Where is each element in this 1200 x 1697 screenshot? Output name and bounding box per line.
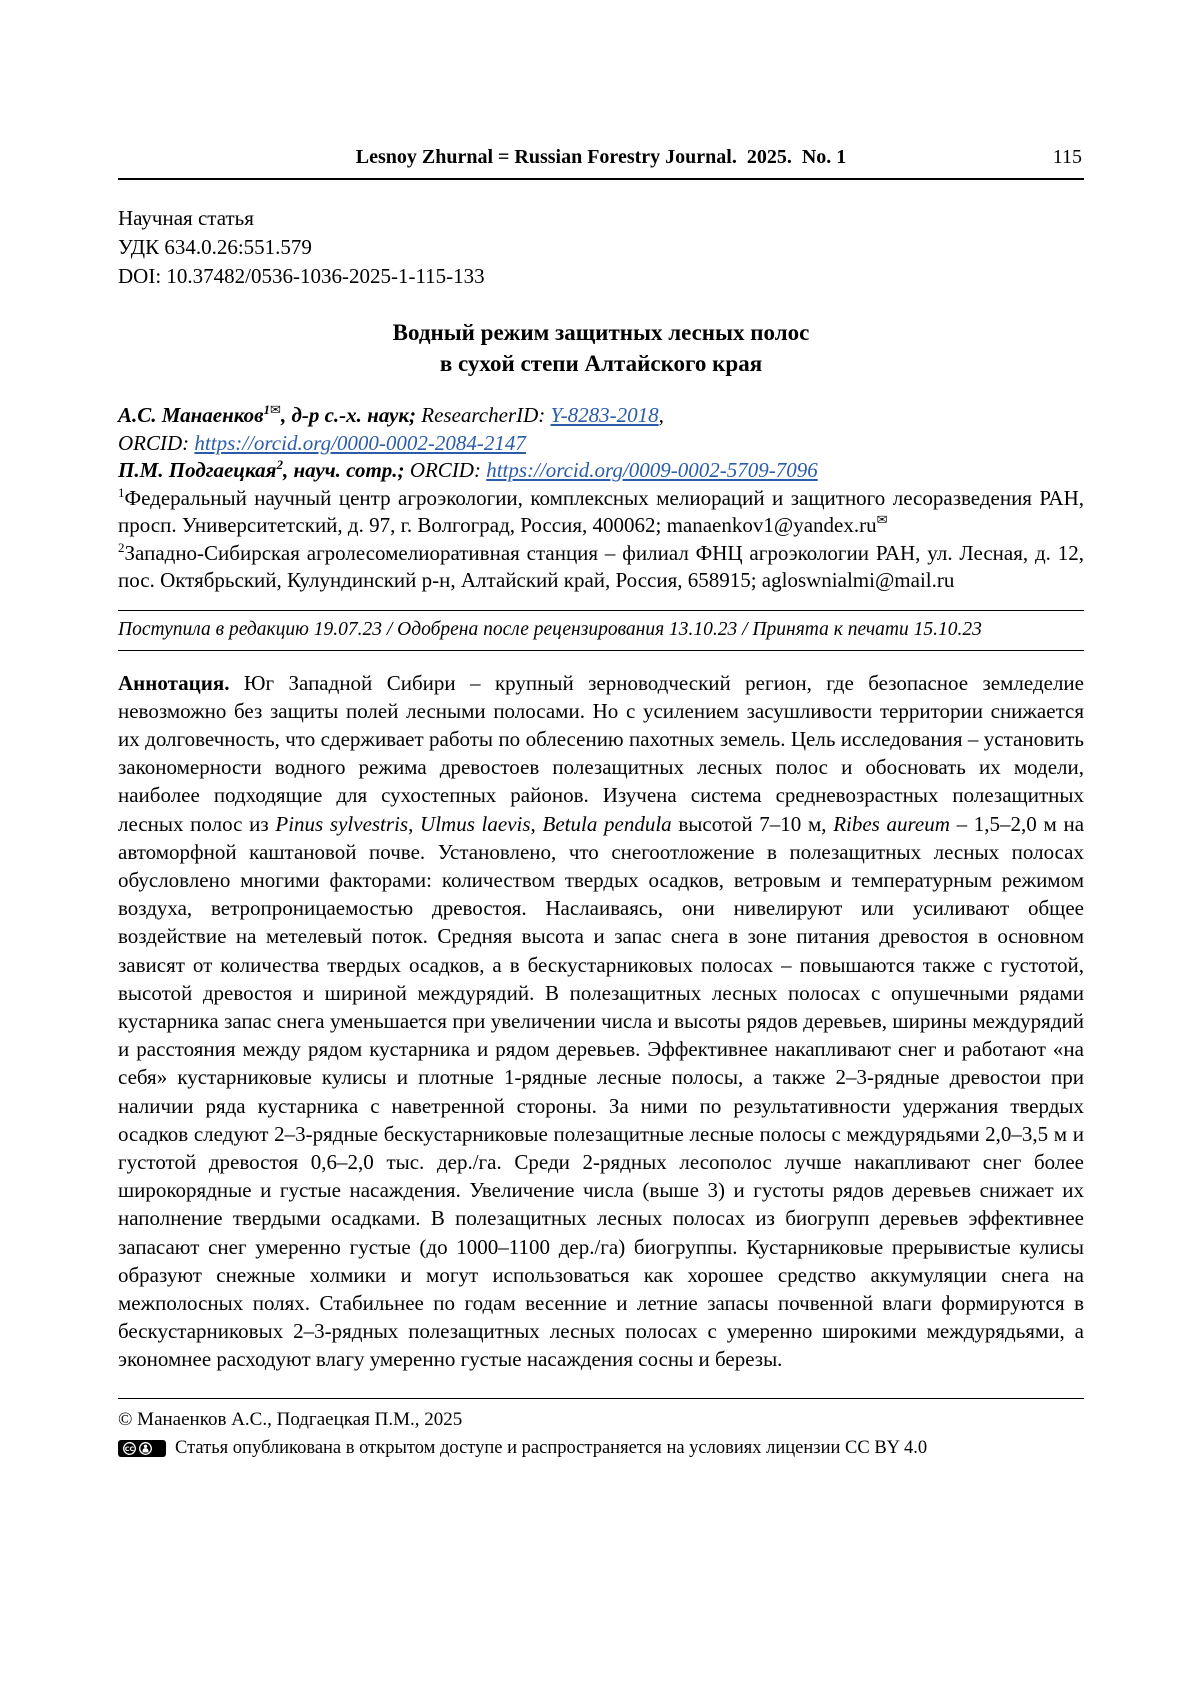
text-run: ORCID: <box>118 430 195 455</box>
article-meta <box>118 204 1084 291</box>
text-run: Юг Западной Сибири – крупный зерноводческий регион, где безопасное земледелие невозможно без защиты полей лесными полосами. Но с усилением засушливости территории снижается их долговечность, что сдерживает работы по облесению пахотных земель. Цель исследования – установить закономерности водного режима древостоев полезащитных лесных полос и обосновать их модели, наиболее подходящие для сухостепных районов. Изучена система средневозрастных полезащитных лесных полос из <box>118 670 1084 836</box>
text-run: ORCID: <box>409 458 487 482</box>
hyperlink[interactable]: Y-8283-2018 <box>550 403 659 427</box>
text-run: , д-р с.-х. наук; <box>280 403 422 427</box>
cc-by-badge-graphic <box>118 1440 166 1457</box>
text-run: 1 <box>118 484 125 500</box>
text-run: Betula pendula <box>542 811 672 836</box>
text-run: Аннотация. <box>118 670 244 695</box>
text-run: 2 <box>118 539 125 555</box>
text-run: ✉ <box>876 512 888 527</box>
text-run: 1 <box>263 402 271 417</box>
hyperlink[interactable]: https://orcid.org/0000-0002-2084-2147 <box>194 430 526 455</box>
text-run: ✉ <box>270 402 281 417</box>
text-run: , науч. сотр.; <box>282 458 410 482</box>
page-content <box>118 0 1084 1459</box>
udc-code: УДК 634.0.26:551.579 <box>118 235 312 259</box>
license-row <box>118 1438 1084 1459</box>
svg-text:CC: CC <box>124 1444 135 1453</box>
text-run: высотой 7–10 м, <box>671 811 834 836</box>
cc-by-license-icon[interactable] <box>118 1440 166 1457</box>
text-run: , <box>408 811 421 836</box>
doi-line: DOI: 10.37482/0536-1036-2025-1-115-133 <box>118 264 485 288</box>
journal-title: Lesnoy Zhurnal = Russian Forestry Journal. 2025. No. 1 <box>355 146 847 168</box>
text-run: Ribes aureum <box>833 811 950 836</box>
text-run: А.С. Манаенков <box>118 403 264 427</box>
text-run: 2 <box>276 457 283 472</box>
running-head <box>118 146 1084 180</box>
text-run: – 1,5–2,0 м на автоморфной каштановой почве. Установлено, что снегоотложение в полезащитных лесных полосах обусловлено многими факторами: количеством твердых осадков, ветровым и температурным режимом воздуха, ветропроницаемостью древостоя. Наслаиваясь, они нивелируют или усиливают общее воздействие на метелевый поток. Средняя высота и запас снега в зоне питания древостоя в основном зависят от количества твердых осадков, а в бескустарниковых полосах – повышаются также с густотой, высотой древостоя и шириной междурядий. В полезащитных лесных полосах с опушечными рядами кустарника запас снега уменьшается при увеличении числа и высоты рядов деревьев, ширины междурядий и расстояния между рядом кустарника и рядом деревьев. Эффективнее накапливают снег и работают «на себя» кустарниковые кулисы и плотные 1-рядные лесные полосы, а также 2–3-рядные древостои при наличии ряда кустарника с наветренной стороны. За ними по результативности удержания твердых осадков следуют 2–3-рядные бескустарниковые полезащитные лесные полосы с междурядьями 2,0–3,5 м и густотой древостоя 0,6–2,0 тыс. дер./га. Среди 2-рядных лесополос лучше накапливают снег более широкорядные и густые насаждения. Увеличение числа (выше 3) и густоты рядов деревьев снижает их наполнение твердыми осадками. В полезащитных лесных полосах из биогрупп деревьев эффективнее запасают снег умеренно густые (до 1000–1100 дер./га) биогруппы. Кустарниковые прерывистые кулисы образуют снежные холмики и могут использоваться как хорошее средство аккумуляции снега на межполосных полях. Стабильнее по годам весенние и летние запасы почвенной влаги формируются в бескустарниковых 2–3-рядных полезащитных лесных полосах с умеренно широкими междурядьями, а экономнее расходуют влагу умеренно густые насаждения сосны и березы. <box>118 811 1085 1372</box>
text-run: Федеральный научный центр агроэкологии, комплексных мелиораций и защитного лесоразведения РАН, просп. Университетский, д. 97, г. Волгоград, Россия, 400062; manaenkov1@yandex.ru <box>118 485 1084 537</box>
affiliation-2 <box>118 540 1084 595</box>
abstract-paragraph <box>118 669 1084 1374</box>
authors-block <box>118 402 1084 595</box>
text-run: Ulmus laevis <box>420 811 531 836</box>
text-run: , <box>658 403 664 427</box>
text-run: ResearcherID: <box>421 403 551 427</box>
article-title-line-2: в сухой степи Алтайского края <box>439 351 763 376</box>
page-footer <box>118 1398 1084 1459</box>
license-text: Статья опубликована в открытом доступе и распространяется на условиях лицензии CC BY 4.0 <box>175 1437 928 1458</box>
text-run: Pinus sylvestris <box>275 811 409 836</box>
article-type-label: Научная статья <box>118 206 254 230</box>
article-title <box>118 317 1084 379</box>
text-run: П.М. Подгаецкая <box>118 458 277 482</box>
hyperlink[interactable]: https://orcid.org/0009-0002-5709-7096 <box>486 458 818 482</box>
article-title-line-1: Водный режим защитных лесных полос <box>392 320 810 345</box>
copyright-line: © Манаенков А.С., Подгаецкая П.М., 2025 <box>118 1408 463 1430</box>
text-run: Западно-Сибирская агролесомелиоративная станция – филиал ФНЦ агроэкологии РАН, ул. Лесная, д. 12, пос. Октябрьский, Кулундинский р-н, Алтайский край, Россия, 658915; agloswnialmi@mail.ru <box>118 540 1084 592</box>
author-1-line <box>118 402 1084 430</box>
author-1-orcid-line <box>118 430 1084 458</box>
submission-dates-line: Поступила в редакцию 19.07.23 / Одобрена после рецензирования 13.10.23 / Принята к печати 15.10.23 <box>118 610 1084 651</box>
page-number: 115 <box>1052 146 1082 168</box>
affiliation-1 <box>118 485 1084 540</box>
text-run: , <box>530 811 543 836</box>
author-2-line <box>118 457 1084 485</box>
